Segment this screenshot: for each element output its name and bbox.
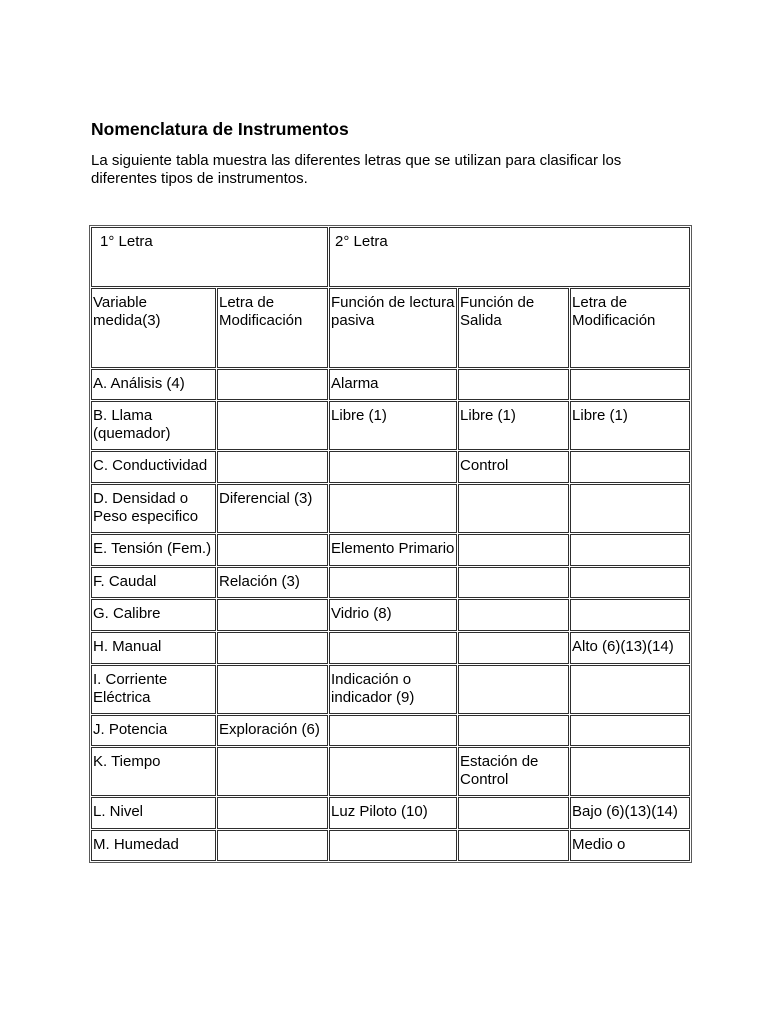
table-row xyxy=(91,747,690,796)
cell-measured-variable: K. Tiempo xyxy=(91,747,216,796)
first-letter-header: 1° Letra xyxy=(91,227,328,287)
cell-measured-variable: G. Calibre xyxy=(91,599,216,631)
cell-passive-function xyxy=(329,567,457,598)
cell-output-function: Estación de Control xyxy=(458,747,569,796)
cell-first-letter-modifier: Diferencial (3) xyxy=(217,484,328,533)
cell-second-letter-modifier xyxy=(570,484,690,533)
table-row xyxy=(91,401,690,450)
cell-first-letter-modifier xyxy=(217,747,328,796)
cell-second-letter-modifier xyxy=(570,715,690,746)
cell-second-letter-modifier xyxy=(570,369,690,400)
cell-output-function: Libre (1) xyxy=(458,401,569,450)
cell-second-letter-modifier xyxy=(570,747,690,796)
cell-measured-variable: E. Tensión (Fem.) xyxy=(91,534,216,566)
table-row xyxy=(91,369,690,400)
cell-first-letter-modifier xyxy=(217,830,328,861)
cell-measured-variable: D. Densidad o Peso especifico xyxy=(91,484,216,533)
cell-passive-function xyxy=(329,830,457,861)
cell-output-function xyxy=(458,599,569,631)
cell-passive-function: Indicación o indicador (9) xyxy=(329,665,457,714)
instrument-nomenclature-table xyxy=(89,225,692,863)
header-second-letter-modifier: Letra de Modificación xyxy=(570,288,690,368)
second-letter-header: 2° Letra xyxy=(329,227,690,287)
cell-output-function xyxy=(458,830,569,861)
cell-passive-function xyxy=(329,715,457,746)
header-first-letter-modifier: Letra de Modificación xyxy=(217,288,328,368)
cell-second-letter-modifier xyxy=(570,665,690,714)
cell-output-function xyxy=(458,534,569,566)
cell-passive-function xyxy=(329,451,457,483)
cell-output-function xyxy=(458,715,569,746)
cell-second-letter-modifier xyxy=(570,534,690,566)
table-row xyxy=(91,451,690,483)
cell-passive-function xyxy=(329,484,457,533)
cell-passive-function xyxy=(329,632,457,664)
cell-output-function: Control xyxy=(458,451,569,483)
cell-output-function xyxy=(458,665,569,714)
cell-first-letter-modifier: Exploración (6) xyxy=(217,715,328,746)
cell-second-letter-modifier: Alto (6)(13)(14) xyxy=(570,632,690,664)
intro-paragraph: La siguiente tabla muestra las diferentes letras que se utilizan para clasificar los diferentes tipos de instrumentos. xyxy=(91,152,622,187)
header-passive-function: Función de lectura pasiva xyxy=(329,288,457,368)
cell-measured-variable: H. Manual xyxy=(91,632,216,664)
table-row xyxy=(91,599,690,631)
cell-output-function xyxy=(458,369,569,400)
group-header-row xyxy=(91,227,690,287)
column-header-row xyxy=(91,288,690,368)
cell-output-function xyxy=(458,797,569,829)
cell-second-letter-modifier: Medio o xyxy=(570,830,690,861)
cell-output-function xyxy=(458,632,569,664)
cell-second-letter-modifier: Bajo (6)(13)(14) xyxy=(570,797,690,829)
cell-second-letter-modifier xyxy=(570,451,690,483)
cell-passive-function: Luz Piloto (10) xyxy=(329,797,457,829)
cell-measured-variable: C. Conductividad xyxy=(91,451,216,483)
header-measured-variable: Variable medida(3) xyxy=(91,288,216,368)
table-row xyxy=(91,715,690,746)
cell-measured-variable: L. Nivel xyxy=(91,797,216,829)
cell-first-letter-modifier xyxy=(217,797,328,829)
cell-measured-variable: M. Humedad xyxy=(91,830,216,861)
cell-first-letter-modifier xyxy=(217,632,328,664)
cell-passive-function: Vidrio (8) xyxy=(329,599,457,631)
cell-second-letter-modifier xyxy=(570,599,690,631)
cell-first-letter-modifier xyxy=(217,665,328,714)
cell-measured-variable: I. Corriente Eléctrica xyxy=(91,665,216,714)
cell-first-letter-modifier: Relación (3) xyxy=(217,567,328,598)
table-row xyxy=(91,797,690,829)
cell-measured-variable: B. Llama (quemador) xyxy=(91,401,216,450)
cell-first-letter-modifier xyxy=(217,534,328,566)
cell-passive-function xyxy=(329,747,457,796)
table-row xyxy=(91,567,690,598)
cell-first-letter-modifier xyxy=(217,369,328,400)
cell-measured-variable: F. Caudal xyxy=(91,567,216,598)
cell-first-letter-modifier xyxy=(217,599,328,631)
table-row xyxy=(91,665,690,714)
cell-measured-variable: A. Análisis (4) xyxy=(91,369,216,400)
cell-second-letter-modifier: Libre (1) xyxy=(570,401,690,450)
cell-output-function xyxy=(458,484,569,533)
cell-output-function xyxy=(458,567,569,598)
cell-passive-function: Elemento Primario xyxy=(329,534,457,566)
table-row xyxy=(91,632,690,664)
cell-first-letter-modifier xyxy=(217,401,328,450)
cell-passive-function: Alarma xyxy=(329,369,457,400)
cell-second-letter-modifier xyxy=(570,567,690,598)
cell-first-letter-modifier xyxy=(217,451,328,483)
header-output-function: Función de Salida xyxy=(458,288,569,368)
table-row xyxy=(91,534,690,566)
cell-passive-function: Libre (1) xyxy=(329,401,457,450)
page-title: Nomenclatura de Instrumentos xyxy=(91,119,349,139)
table-row xyxy=(91,830,690,861)
cell-measured-variable: J. Potencia xyxy=(91,715,216,746)
table-row xyxy=(91,484,690,533)
